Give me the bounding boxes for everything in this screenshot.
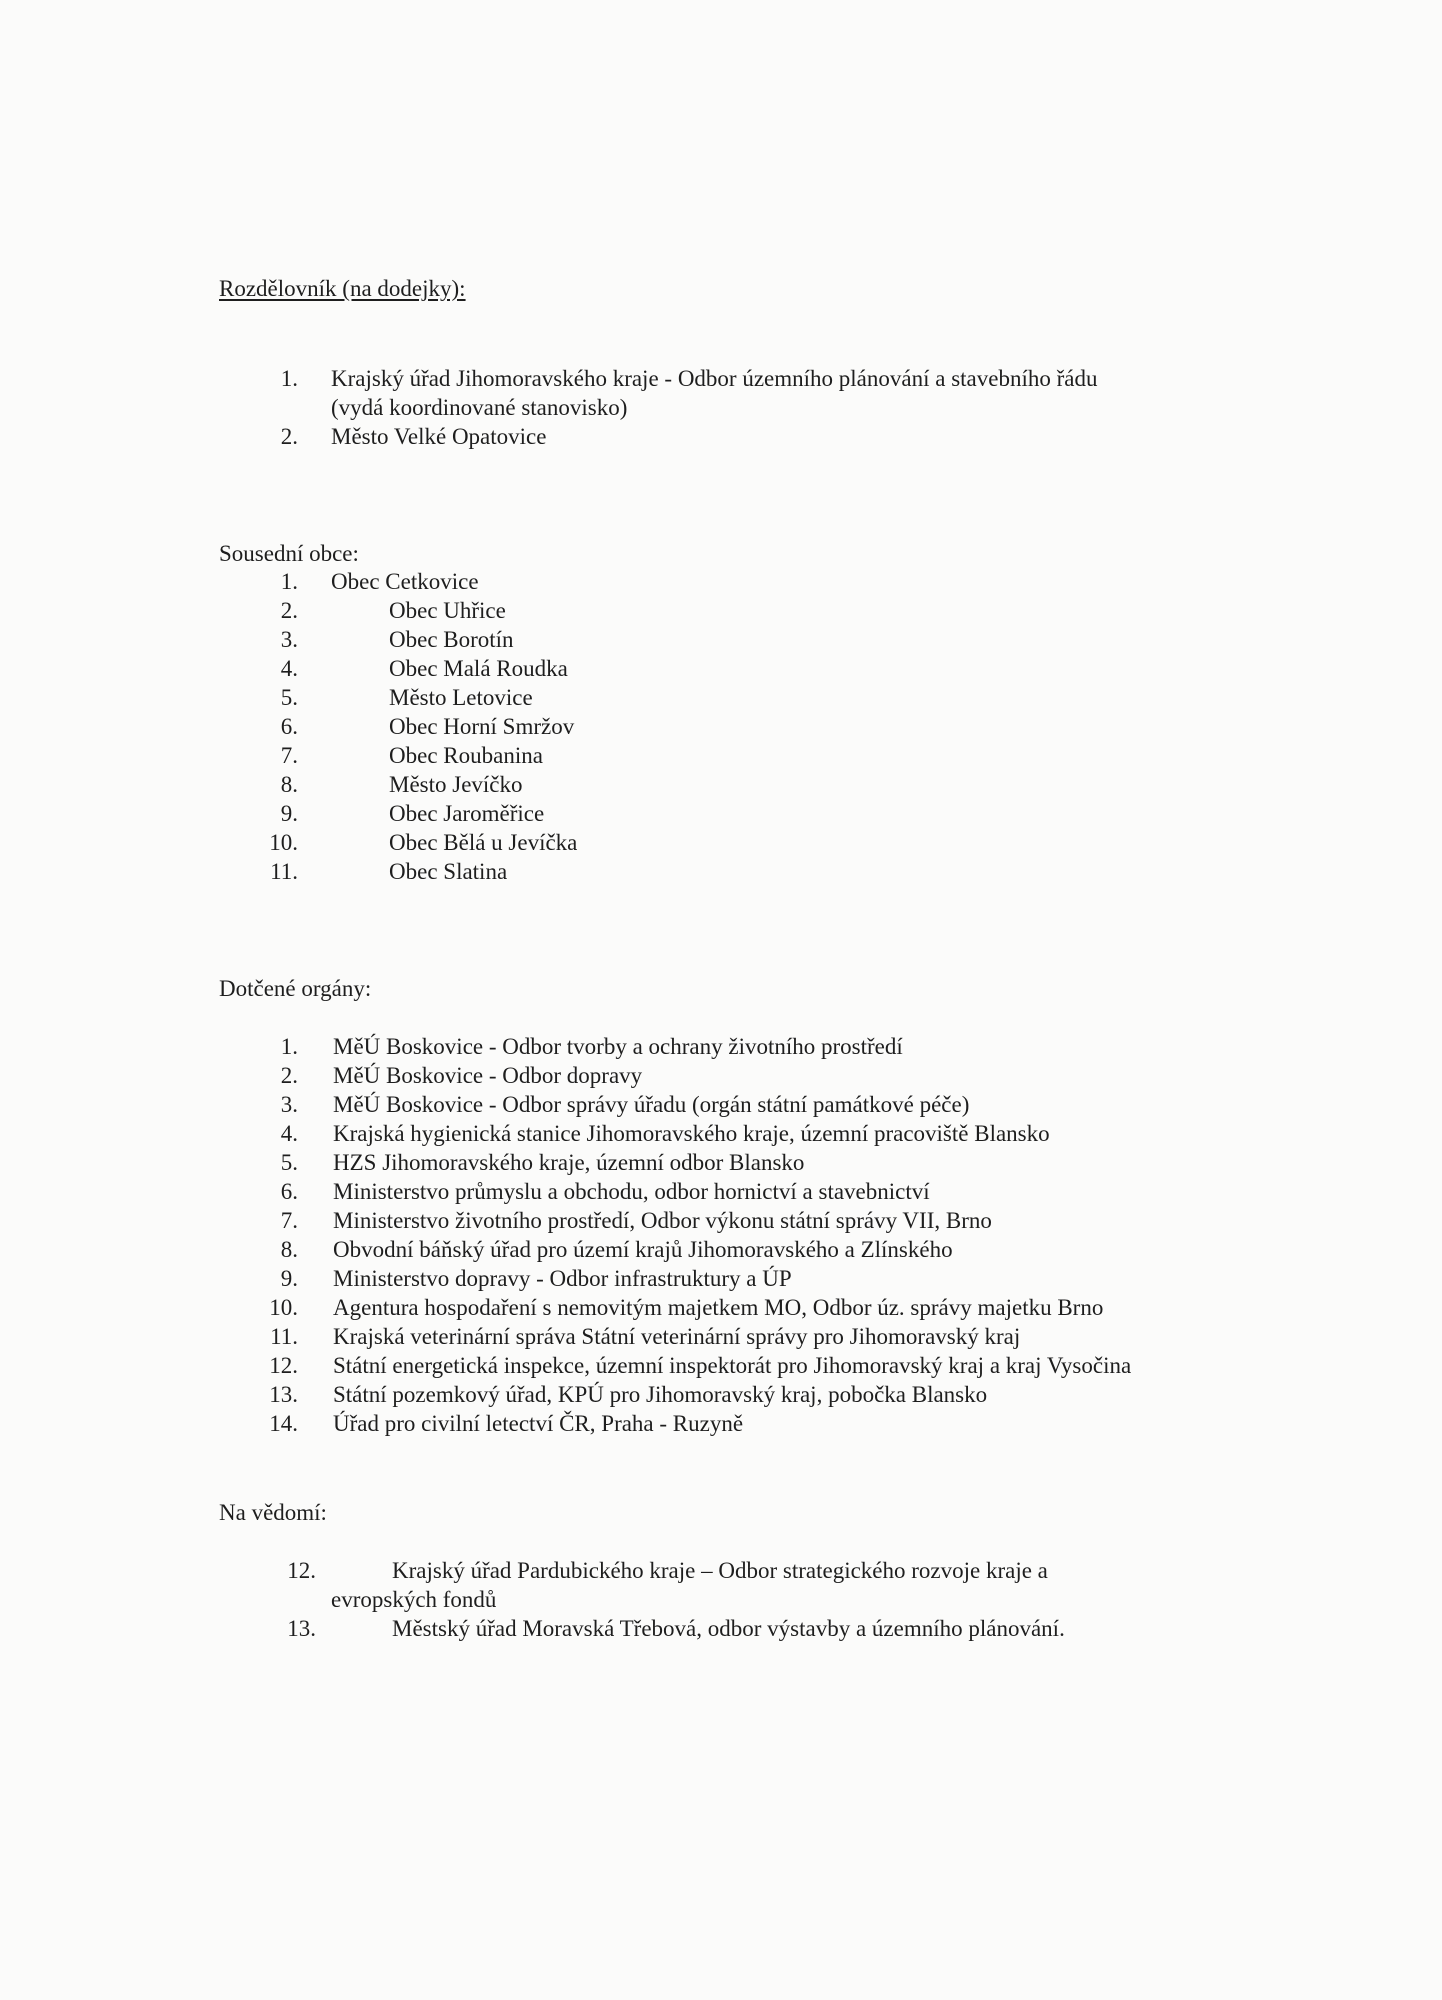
item-number: 13.	[287, 1616, 316, 1641]
item-number: 5.	[280, 1150, 298, 1175]
item-text: Krajský úřad Jihomoravského kraje - Odbor územního plánování a stavebního řádu	[331, 366, 1098, 391]
item-text: Obec Borotín	[389, 627, 514, 652]
item-text: Úřad pro civilní letectví ČR, Praha - Ruzyně	[333, 1411, 744, 1436]
item-text: Město Letovice	[389, 685, 533, 710]
item-number: 10.	[269, 1295, 298, 1320]
item-number: 8.	[280, 772, 298, 797]
item-number: 1.	[280, 1034, 298, 1059]
neighbours-heading: Sousední obce:	[219, 541, 359, 566]
item-text: Město Jevíčko	[389, 772, 523, 797]
item-number: 11.	[270, 859, 298, 884]
item-text: MěÚ Boskovice - Odbor tvorby a ochrany životního prostředí	[333, 1034, 903, 1059]
item-text: Ministerstvo průmyslu a obchodu, odbor hornictví a stavebnictví	[333, 1179, 930, 1204]
item-number: 7.	[280, 743, 298, 768]
item-text: Obec Slatina	[389, 859, 508, 884]
item-text: Státní pozemkový úřad, KPÚ pro Jihomoravský kraj, pobočka Blansko	[333, 1382, 988, 1407]
item-text: Obec Jaroměřice	[389, 801, 545, 826]
item-number: 1.	[280, 366, 298, 391]
item-text: Krajská veterinární správa Státní veterinární správy pro Jihomoravský kraj	[333, 1324, 1021, 1349]
item-number: 6.	[280, 1179, 298, 1204]
item-number: 2.	[280, 1063, 298, 1088]
item-number: 9.	[280, 801, 298, 826]
item-number: 11.	[270, 1324, 298, 1349]
item-text: Ministerstvo životního prostředí, Odbor výkonu státní správy VII, Brno	[333, 1208, 992, 1233]
item-number: 7.	[280, 1208, 298, 1233]
item-number: 3.	[280, 627, 298, 652]
item-number: 4.	[280, 656, 298, 681]
item-number: 4.	[280, 1121, 298, 1146]
item-text-continuation: evropských fondů	[331, 1587, 497, 1612]
item-number: 9.	[280, 1266, 298, 1291]
item-text: Městský úřad Moravská Třebová, odbor výstavby a územního plánování.	[392, 1616, 1065, 1641]
authorities-heading: Dotčené orgány:	[219, 976, 372, 1001]
item-number: 12.	[287, 1558, 316, 1583]
item-text: Krajská hygienická stanice Jihomoravského kraje, územní pracoviště Blansko	[333, 1121, 1050, 1146]
item-text: MěÚ Boskovice - Odbor dopravy	[333, 1063, 643, 1088]
item-number: 2.	[280, 424, 298, 449]
item-number: 1.	[280, 569, 298, 594]
item-text: Ministerstvo dopravy - Odbor infrastruktury a ÚP	[333, 1266, 792, 1291]
item-text: Obec Cetkovice	[331, 569, 479, 594]
item-number: 5.	[280, 685, 298, 710]
item-text-continuation: (vydá koordinované stanovisko)	[331, 395, 628, 420]
item-text: Obec Bělá u Jevíčka	[389, 830, 578, 855]
item-text: Obec Horní Smržov	[389, 714, 575, 739]
item-text: Obec Malá Roudka	[389, 656, 568, 681]
distribution-heading: Rozdělovník (na dodejky):	[219, 276, 466, 301]
item-number: 13.	[269, 1382, 298, 1407]
item-text: Obvodní báňský úřad pro území krajů Jihomoravského a Zlínského	[333, 1237, 953, 1262]
item-text: Krajský úřad Pardubického kraje – Odbor strategického rozvoje kraje a	[392, 1558, 1048, 1583]
item-number: 14.	[269, 1411, 298, 1436]
item-number: 12.	[269, 1353, 298, 1378]
item-number: 8.	[280, 1237, 298, 1262]
item-text: Obec Uhřice	[389, 598, 506, 623]
item-text: Obec Roubanina	[389, 743, 543, 768]
item-text: Státní energetická inspekce, územní inspektorát pro Jihomoravský kraj a kraj Vysočina	[333, 1353, 1132, 1378]
item-text: HZS Jihomoravského kraje, územní odbor Blansko	[333, 1150, 805, 1175]
item-number: 6.	[280, 714, 298, 739]
item-text: Agentura hospodaření s nemovitým majetkem MO, Odbor úz. správy majetku Brno	[333, 1295, 1104, 1320]
item-text: Město Velké Opatovice	[331, 424, 547, 449]
item-text: MěÚ Boskovice - Odbor správy úřadu (orgán státní památkové péče)	[333, 1092, 970, 1117]
item-number: 2.	[280, 598, 298, 623]
notice-heading: Na vědomí:	[219, 1500, 327, 1525]
item-number: 3.	[280, 1092, 298, 1117]
item-number: 10.	[269, 830, 298, 855]
